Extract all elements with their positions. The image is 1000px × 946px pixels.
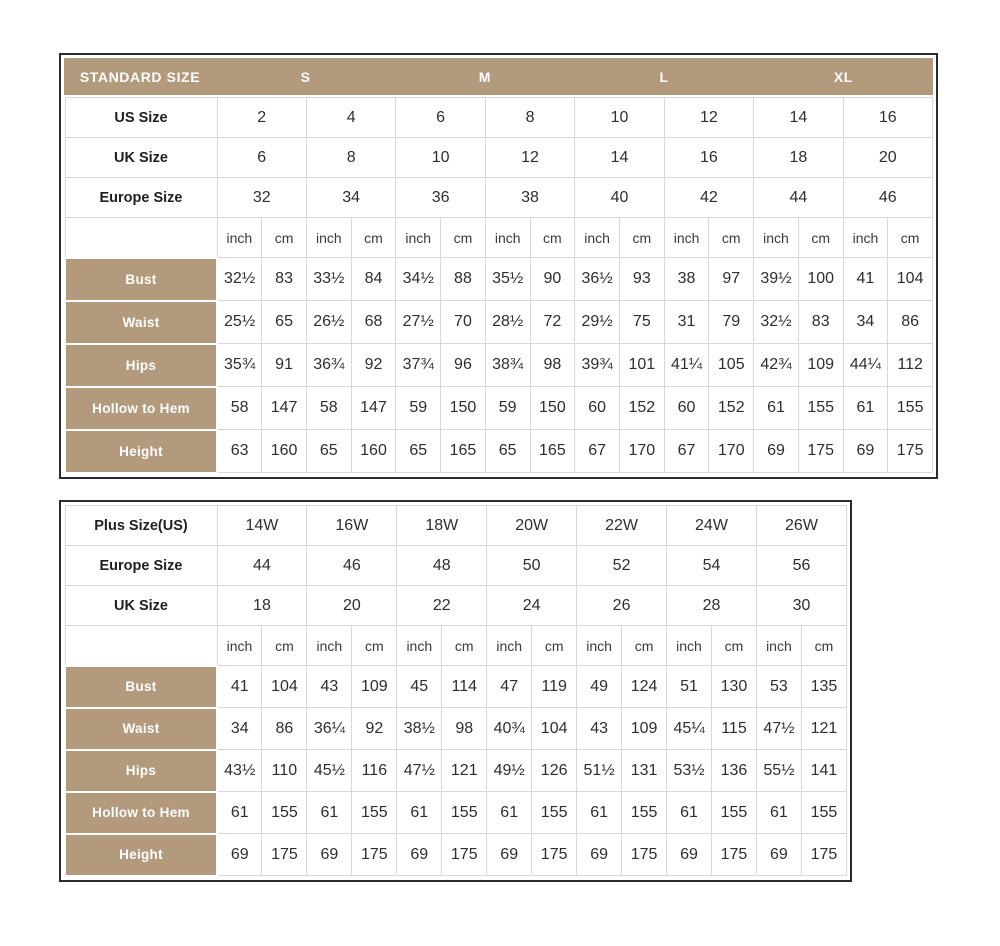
measurement-value-cell: 109 [622,708,667,750]
measurement-value-cell: 96 [441,344,486,387]
measurement-value-cell: 100 [798,258,843,301]
measurement-value-cell: 175 [711,834,756,876]
measurement-value-cell: 60 [575,387,620,430]
measurement-value-cell: 86 [888,301,933,344]
measurement-value-cell: 155 [262,792,307,834]
measurement-value-cell: 44¼ [843,344,888,387]
measurement-value-cell: 130 [711,666,756,708]
unit-row [65,218,933,258]
unit-row [65,626,847,666]
measurement-value-cell: 97 [709,258,754,301]
size-value-cell: 32 [217,178,306,218]
measurement-value-cell: 119 [532,666,577,708]
measurement-value-cell: 69 [756,834,801,876]
size-value-cell: 22W [577,506,667,546]
measurement-value-cell: 38 [664,258,709,301]
unit-cm-label: cm [619,218,664,258]
measurement-value-cell: 147 [351,387,396,430]
measurement-value-cell: 152 [619,387,664,430]
size-value-cell: 52 [577,546,667,586]
measurement-value-cell: 160 [351,430,396,473]
measurement-value-cell: 131 [622,750,667,792]
row-label-europe-size: Europe Size [65,546,217,586]
unit-cm-label: cm [711,626,756,666]
row-label-europe-size: Europe Size [65,178,217,218]
measurement-value-cell: 45 [397,666,442,708]
measurement-value-cell: 155 [352,792,397,834]
measurement-value-cell: 141 [801,750,846,792]
measurement-value-cell: 170 [709,430,754,473]
measurement-value-cell: 84 [351,258,396,301]
measurement-row-height [65,430,933,473]
size-value-cell: 34 [306,178,395,218]
measurement-value-cell: 67 [575,430,620,473]
measurement-value-cell: 98 [530,344,575,387]
measurement-value-cell: 65 [262,301,307,344]
measurement-value-cell: 26½ [306,301,351,344]
measurement-value-cell: 32½ [754,301,799,344]
unit-cm-label: cm [709,218,754,258]
unit-inch-label: inch [397,626,442,666]
measurement-value-cell: 35¾ [217,344,262,387]
measurement-value-cell: 170 [619,430,664,473]
measurement-value-cell: 92 [352,708,397,750]
measurement-value-cell: 61 [307,792,352,834]
unit-cm-label: cm [532,626,577,666]
unit-inch-label: inch [307,626,352,666]
measurement-value-cell: 109 [352,666,397,708]
size-value-cell: 12 [485,138,574,178]
size-value-cell: 50 [487,546,577,586]
standard-size-table [59,53,938,479]
measurement-value-cell: 155 [532,792,577,834]
unit-cm-label: cm [801,626,846,666]
measurement-value-cell: 110 [262,750,307,792]
unit-cm-label: cm [262,626,307,666]
unit-inch-label: inch [485,218,530,258]
measurement-value-cell: 61 [754,387,799,430]
size-value-cell: 36 [396,178,485,218]
measurement-value-cell: 175 [801,834,846,876]
measurement-value-cell: 65 [306,430,351,473]
measurement-value-cell: 39¾ [575,344,620,387]
measurement-value-cell: 53 [756,666,801,708]
row-label-height: Height [65,834,217,876]
measurement-value-cell: 29½ [575,301,620,344]
row-label-bust: Bust [65,666,217,708]
measurement-value-cell: 31 [664,301,709,344]
measurement-value-cell: 121 [442,750,487,792]
measurement-value-cell: 65 [485,430,530,473]
size-group-s: S [300,68,311,85]
measurement-value-cell: 165 [441,430,486,473]
row-label-bust: Bust [65,258,217,301]
standard-size-title: STANDARD SIZE [79,68,201,85]
measurement-value-cell: 101 [619,344,664,387]
measurement-value-cell: 34½ [396,258,441,301]
size-group-m: M [478,68,491,85]
size-value-cell: 6 [396,98,485,138]
measurement-row-hips [65,344,933,387]
size-value-cell: 56 [756,546,846,586]
plus-size-table [59,500,852,882]
measurement-value-cell: 175 [798,430,843,473]
unit-cm-label: cm [441,218,486,258]
size-value-cell: 40 [575,178,664,218]
measurement-value-cell: 35½ [485,258,530,301]
row-label-hips: Hips [65,750,217,792]
measurement-value-cell: 36¾ [306,344,351,387]
unit-cm-label: cm [622,626,667,666]
measurement-value-cell: 61 [756,792,801,834]
measurement-value-cell: 69 [307,834,352,876]
measurement-value-cell: 43½ [217,750,262,792]
measurement-value-cell: 121 [801,708,846,750]
measurement-row-bust [65,258,933,301]
row-label-uk-size: UK Size [65,138,217,178]
measurement-value-cell: 67 [664,430,709,473]
measurement-value-cell: 41 [843,258,888,301]
measurement-value-cell: 79 [709,301,754,344]
measurement-value-cell: 40¾ [487,708,532,750]
measurement-value-cell: 109 [798,344,843,387]
size-value-cell: 20 [843,138,932,178]
size-row-uk-size [65,138,933,178]
size-row-plus-size-us [65,506,847,546]
unit-inch-label: inch [664,218,709,258]
size-value-cell: 22 [397,586,487,626]
measurement-value-cell: 175 [532,834,577,876]
unit-cm-label: cm [530,218,575,258]
measurement-value-cell: 28½ [485,301,530,344]
measurement-value-cell: 69 [397,834,442,876]
measurement-value-cell: 112 [888,344,933,387]
measurement-value-cell: 59 [396,387,441,430]
unit-inch-label: inch [667,626,712,666]
size-value-cell: 46 [843,178,932,218]
measurement-value-cell: 68 [351,301,396,344]
size-value-cell: 20 [307,586,397,626]
standard-size-grid [64,97,933,474]
row-label-us-size: US Size [65,98,217,138]
size-value-cell: 2 [217,98,306,138]
row-label-plus-size-us: Plus Size(US) [65,506,217,546]
measurement-row-bust [65,666,847,708]
measurement-value-cell: 38¾ [485,344,530,387]
size-value-cell: 26 [577,586,667,626]
measurement-value-cell: 88 [441,258,486,301]
measurement-value-cell: 83 [798,301,843,344]
size-value-cell: 6 [217,138,306,178]
measurement-value-cell: 147 [262,387,307,430]
measurement-value-cell: 116 [352,750,397,792]
measurement-value-cell: 136 [711,750,756,792]
plus-size-grid [64,505,847,877]
measurement-value-cell: 37¾ [396,344,441,387]
measurement-value-cell: 47½ [397,750,442,792]
measurement-value-cell: 61 [577,792,622,834]
measurement-value-cell: 39½ [754,258,799,301]
size-row-europe-size [65,546,847,586]
unit-inch-label: inch [306,218,351,258]
measurement-value-cell: 155 [888,387,933,430]
standard-size-header-band [64,58,933,95]
measurement-value-cell: 38½ [397,708,442,750]
row-label-hollow-to-hem: Hollow to Hem [65,792,217,834]
measurement-value-cell: 36¼ [307,708,352,750]
unit-inch-label: inch [756,626,801,666]
size-value-cell: 26W [756,506,846,546]
measurement-value-cell: 70 [441,301,486,344]
size-value-cell: 54 [667,546,757,586]
measurement-value-cell: 115 [711,708,756,750]
measurement-value-cell: 69 [487,834,532,876]
measurement-value-cell: 61 [487,792,532,834]
measurement-value-cell: 34 [843,301,888,344]
measurement-row-waist [65,708,847,750]
measurement-value-cell: 41 [217,666,262,708]
size-value-cell: 14W [217,506,307,546]
measurement-value-cell: 155 [801,792,846,834]
unit-inch-label: inch [754,218,799,258]
measurement-value-cell: 175 [888,430,933,473]
size-value-cell: 24 [487,586,577,626]
row-label-hips: Hips [65,344,217,387]
unit-inch-label: inch [217,218,262,258]
unit-row-empty-label [65,626,217,666]
measurement-value-cell: 47½ [756,708,801,750]
size-value-cell: 18 [217,586,307,626]
measurement-value-cell: 27½ [396,301,441,344]
measurement-value-cell: 165 [530,430,575,473]
measurement-value-cell: 104 [262,666,307,708]
measurement-value-cell: 93 [619,258,664,301]
measurement-value-cell: 86 [262,708,307,750]
measurement-value-cell: 69 [577,834,622,876]
measurement-value-cell: 65 [396,430,441,473]
size-value-cell: 38 [485,178,574,218]
measurement-value-cell: 69 [667,834,712,876]
measurement-value-cell: 91 [262,344,307,387]
size-value-cell: 16 [664,138,753,178]
size-value-cell: 30 [756,586,846,626]
measurement-value-cell: 43 [577,708,622,750]
measurement-value-cell: 92 [351,344,396,387]
measurement-value-cell: 155 [711,792,756,834]
measurement-value-cell: 175 [352,834,397,876]
size-value-cell: 14 [575,138,664,178]
unit-inch-label: inch [577,626,622,666]
measurement-value-cell: 51½ [577,750,622,792]
size-value-cell: 42 [664,178,753,218]
measurement-value-cell: 49 [577,666,622,708]
unit-cm-label: cm [798,218,843,258]
measurement-value-cell: 59 [485,387,530,430]
size-row-europe-size [65,178,933,218]
unit-inch-label: inch [487,626,532,666]
measurement-value-cell: 72 [530,301,575,344]
size-value-cell: 10 [396,138,485,178]
unit-cm-label: cm [352,626,397,666]
measurement-value-cell: 47 [487,666,532,708]
size-value-cell: 16 [843,98,932,138]
size-row-uk-size [65,586,847,626]
measurement-value-cell: 152 [709,387,754,430]
measurement-value-cell: 175 [442,834,487,876]
measurement-value-cell: 58 [217,387,262,430]
unit-inch-label: inch [396,218,441,258]
measurement-value-cell: 75 [619,301,664,344]
measurement-value-cell: 60 [664,387,709,430]
measurement-value-cell: 90 [530,258,575,301]
measurement-value-cell: 33½ [306,258,351,301]
size-group-xl: XL [833,68,853,85]
size-row-us-size [65,98,933,138]
measurement-value-cell: 69 [217,834,262,876]
measurement-value-cell: 83 [262,258,307,301]
measurement-value-cell: 160 [262,430,307,473]
measurement-value-cell: 61 [397,792,442,834]
unit-inch-label: inch [217,626,262,666]
measurement-value-cell: 32½ [217,258,262,301]
row-label-height: Height [65,430,217,473]
measurement-value-cell: 150 [530,387,575,430]
measurement-value-cell: 34 [217,708,262,750]
measurement-value-cell: 49½ [487,750,532,792]
measurement-value-cell: 36½ [575,258,620,301]
measurement-value-cell: 61 [217,792,262,834]
measurement-value-cell: 104 [532,708,577,750]
size-value-cell: 20W [487,506,577,546]
row-label-waist: Waist [65,708,217,750]
measurement-value-cell: 114 [442,666,487,708]
measurement-value-cell: 58 [306,387,351,430]
measurement-value-cell: 150 [441,387,486,430]
size-value-cell: 46 [307,546,397,586]
unit-cm-label: cm [888,218,933,258]
measurement-value-cell: 104 [888,258,933,301]
measurement-value-cell: 124 [622,666,667,708]
unit-cm-label: cm [442,626,487,666]
measurement-value-cell: 42¾ [754,344,799,387]
row-label-hollow-to-hem: Hollow to Hem [65,387,217,430]
size-group-l: L [659,68,669,85]
measurement-value-cell: 45½ [307,750,352,792]
unit-cm-label: cm [351,218,396,258]
measurement-value-cell: 61 [843,387,888,430]
size-value-cell: 44 [217,546,307,586]
measurement-row-hollow-to-hem [65,387,933,430]
unit-cm-label: cm [262,218,307,258]
size-value-cell: 44 [754,178,843,218]
size-value-cell: 12 [664,98,753,138]
row-label-waist: Waist [65,301,217,344]
measurement-value-cell: 135 [801,666,846,708]
measurement-value-cell: 55½ [756,750,801,792]
size-value-cell: 48 [397,546,487,586]
unit-inch-label: inch [843,218,888,258]
measurement-value-cell: 61 [667,792,712,834]
row-label-uk-size: UK Size [65,586,217,626]
measurement-value-cell: 155 [442,792,487,834]
size-value-cell: 24W [667,506,757,546]
size-value-cell: 16W [307,506,397,546]
measurement-value-cell: 155 [798,387,843,430]
size-value-cell: 4 [306,98,395,138]
measurement-row-hollow-to-hem [65,792,847,834]
measurement-value-cell: 69 [754,430,799,473]
unit-inch-label: inch [575,218,620,258]
size-value-cell: 14 [754,98,843,138]
measurement-value-cell: 105 [709,344,754,387]
size-value-cell: 28 [667,586,757,626]
measurement-value-cell: 45¼ [667,708,712,750]
measurement-row-height [65,834,847,876]
measurement-value-cell: 25½ [217,301,262,344]
size-value-cell: 8 [306,138,395,178]
measurement-value-cell: 98 [442,708,487,750]
size-value-cell: 10 [575,98,664,138]
measurement-value-cell: 53½ [667,750,712,792]
measurement-value-cell: 41¼ [664,344,709,387]
unit-row-empty-label [65,218,217,258]
measurement-row-waist [65,301,933,344]
measurement-value-cell: 69 [843,430,888,473]
measurement-value-cell: 43 [307,666,352,708]
measurement-row-hips [65,750,847,792]
size-value-cell: 18W [397,506,487,546]
size-value-cell: 8 [485,98,574,138]
measurement-value-cell: 63 [217,430,262,473]
measurement-value-cell: 175 [622,834,667,876]
measurement-value-cell: 175 [262,834,307,876]
measurement-value-cell: 155 [622,792,667,834]
size-value-cell: 18 [754,138,843,178]
measurement-value-cell: 126 [532,750,577,792]
measurement-value-cell: 51 [667,666,712,708]
